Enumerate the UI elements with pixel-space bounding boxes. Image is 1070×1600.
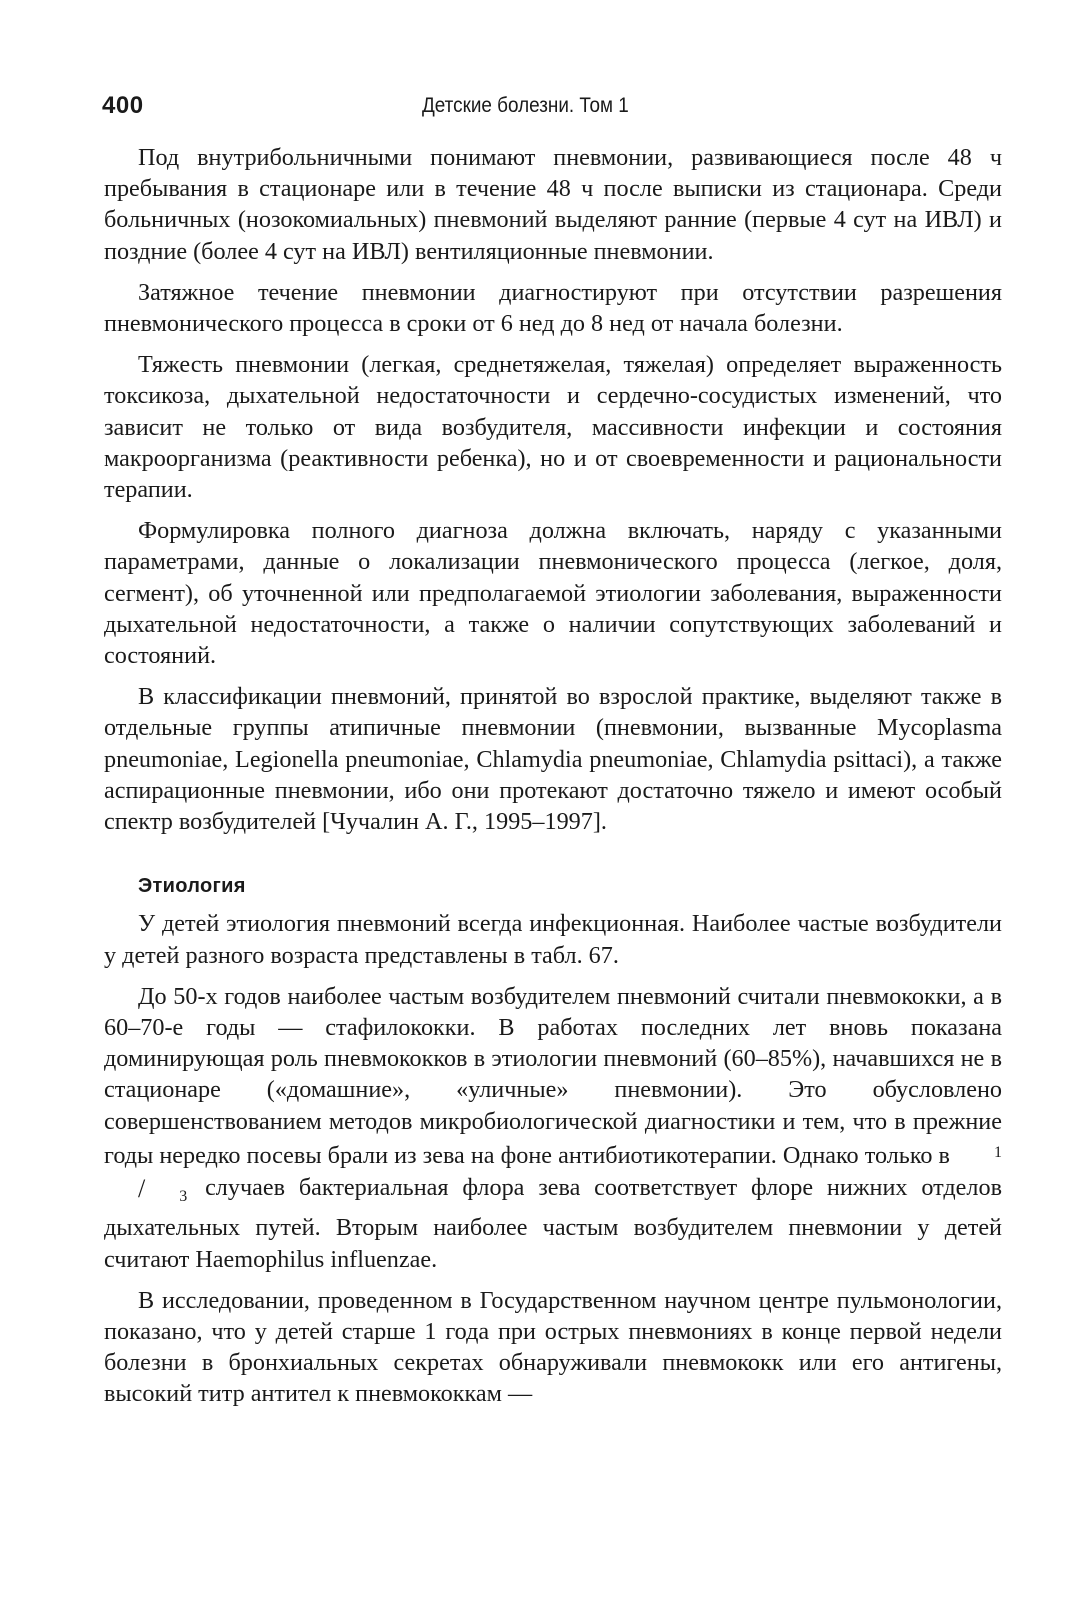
fraction-slash: / bbox=[138, 1174, 146, 1204]
body-text bbox=[104, 142, 1002, 1410]
paragraph-with-fraction bbox=[104, 981, 1002, 1275]
section-heading: Этиология bbox=[138, 875, 246, 898]
page-number: 400 bbox=[102, 92, 144, 119]
paragraph: Тяжесть пневмонии (легкая, среднетяжелая, тяжелая) определяет выраженность токсикоза, дыхательной недостаточности и сердечно-сосудистых изменений, что зависит не только от вида возбудителя, массивности инфекции и состояния макроорганизма (реактивности ребенка), но и от своевременности и рациональности терапии. bbox=[104, 351, 1002, 504]
paragraph: Под внутрибольничными понимают пневмонии, развивающиеся после 48 ч пребывания в стационаре или в течение 48 ч после выписки из стационара. Среди больничных (нозокомиальных) пневмоний выделяют ранние (первые 4 сут на ИВЛ) и поздние (более 4 сут на ИВЛ) вентиляционные пневмонии. bbox=[104, 144, 1002, 265]
paragraph: Формулировка полного диагноза должна включать, наряду с указанными параметрами, данные о локализации пневмонического процесса (легкое, доля, сегмент), об уточненной или предполагаемой этиологии заболевания, выраженности дыхательной недостаточности, а также о наличии сопутствующих заболеваний и состояний. bbox=[104, 517, 1002, 670]
running-head bbox=[102, 92, 1002, 124]
paragraph: В классификации пневмоний, принятой во взрослой практике, выделяют также в отдельные группы атипичные пневмонии (пневмонии, вызванные Mycoplasma pneumoniae, Legionella pneumoniae, Chlamydia pneumoniae, Chlamydia psittaci), а также аспирационные пневмонии, ибо они протекают достаточно тяжело и имеют особый спектр возбудителей [Чучалин А. Г., 1995–1997]. bbox=[104, 683, 1002, 836]
paragraph: У детей этиология пневмоний всегда инфекционная. Наиболее частые возбудители у детей разного возраста представлены в табл. 67. bbox=[104, 910, 1002, 969]
running-title: Детские болезни. Том 1 bbox=[422, 94, 629, 117]
fraction-numerator: 1 bbox=[994, 1143, 1003, 1161]
paragraph: Затяжное течение пневмонии диагностируют при отсутствии разрешения пневмонического процесса в сроки от 6 нед до 8 нед от начала болезни. bbox=[104, 278, 1002, 338]
paragraph-text-part: До 50-х годов наиболее частым возбудителем пневмоний считали пневмококки, а в 60–70-е годы — стафилококки. В работах последних лет вновь показана доминирующая роль пневмококков в этиологии пневмоний (60–85%), начавшихся не в стационаре («домашние», «уличные» пневмонии). Это обусловлено совершенствованием методов микробиологической диагностики и тем, что в прежние годы нередко посевы брали из зева на фоне антибиотикотерапии. Однако только в bbox=[104, 982, 1002, 1169]
fraction-denominator: 3 bbox=[179, 1188, 188, 1206]
paragraph: В исследовании, проведенном в Государственном научном центре пульмонологии, показано, что у детей старше 1 года при острых пневмониях в конце первой недели болезни в бронхиальных секретах обнаруживали пневмококк или его антигены, высокий титр антител к пневмококкам — bbox=[104, 1286, 1002, 1408]
paragraph-text-part: случаев бактериальная флора зева соответствует флоре нижних отделов дыхательных путей. Вторым наиболее частым возбудителем пневмонии у детей считают Haemophilus influenzae. bbox=[104, 1174, 1002, 1273]
